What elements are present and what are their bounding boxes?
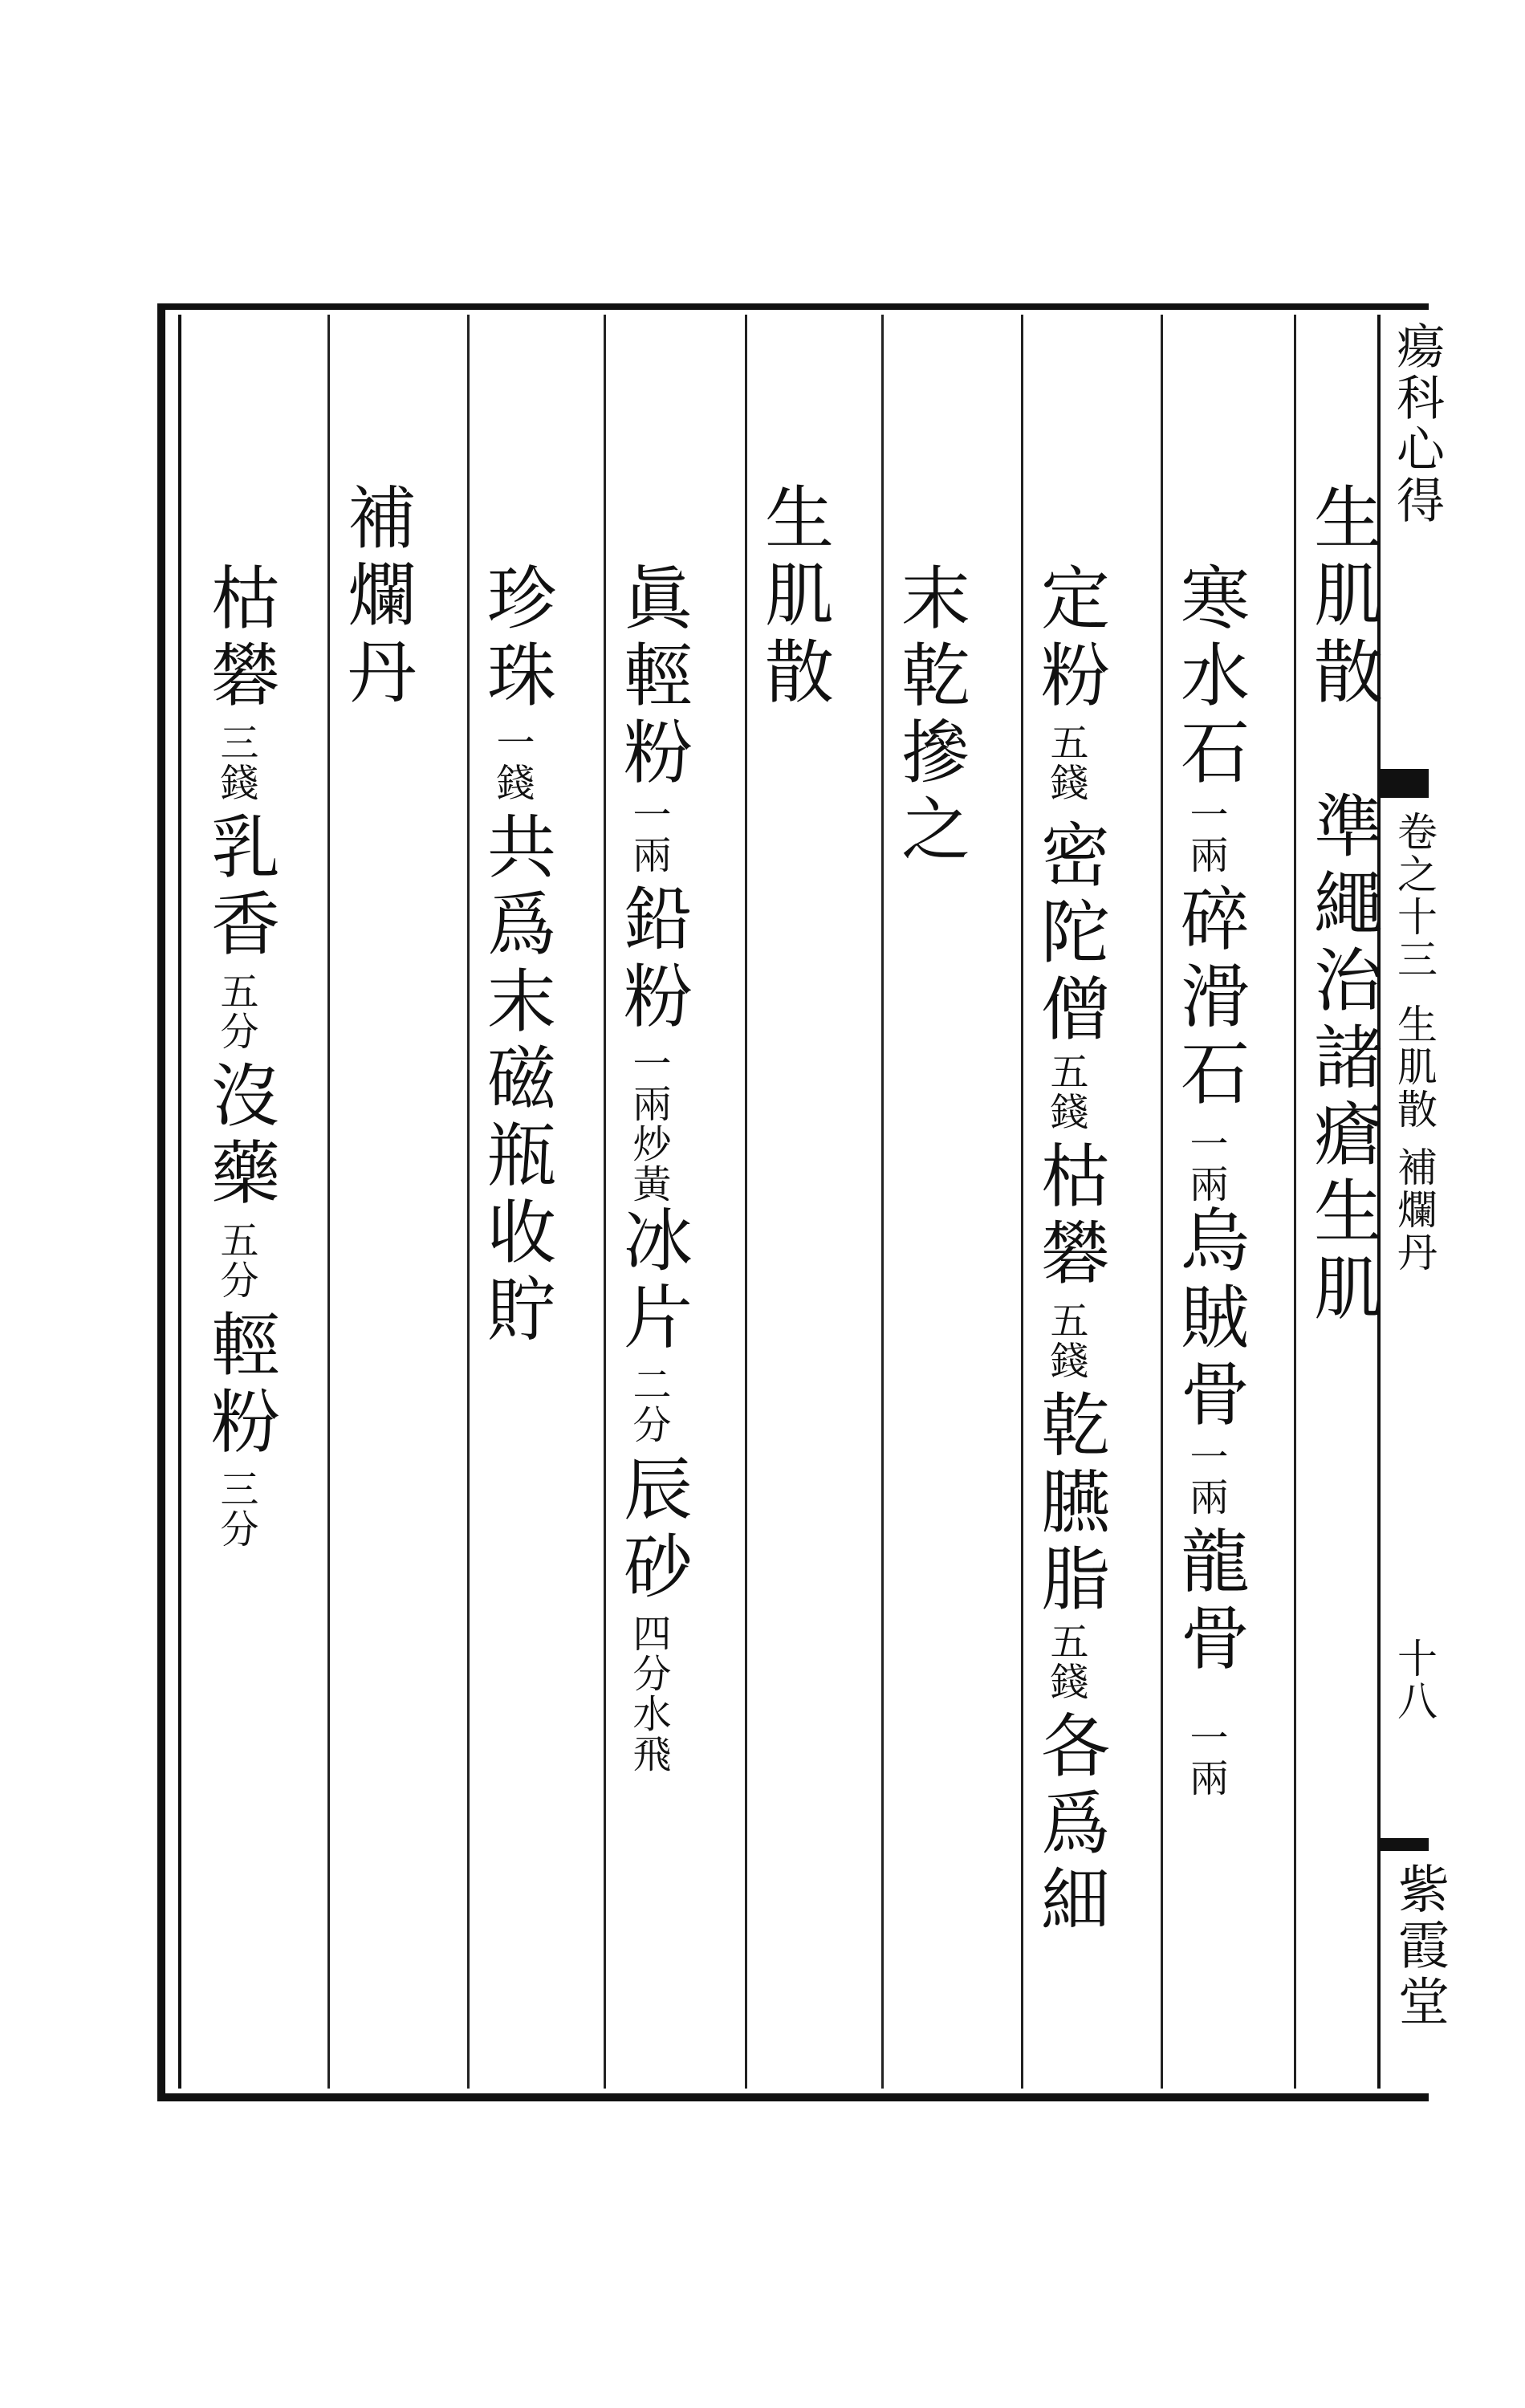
dosage: 一兩 [1183,1718,1228,1798]
ingredient-name: 龍骨 [1169,1525,1249,1679]
ingredient-name: 枯礬 [199,562,279,716]
ingredient-name: 珍珠 [475,562,555,716]
ingredient-name: 輕粉 [199,1308,279,1462]
dosage: 五錢 [1043,1051,1088,1132]
ingredient-name: 冰片 [612,1204,692,1358]
dosage: 五錢 [1043,722,1088,803]
heading-bulan-dan: 補爛丹 [336,482,416,713]
column-rule [467,315,470,2089]
dosage: 一錢 [490,722,535,803]
publisher-name: 紫霞堂 [1389,1862,1449,2031]
dosage: 一兩 [1183,1124,1228,1204]
dosage: 五分 [214,971,258,1051]
dosage: 一兩 [1183,795,1228,875]
dosage: 五錢 [1043,1300,1088,1381]
section-label: 生肌散 補爛丹 [1391,1003,1438,1274]
heading-shengji-san: 生肌散 準繩治諸瘡生肌 [1302,482,1382,1329]
ingredient-name: 枯礬 [1029,1140,1109,1294]
column-rule [1161,315,1163,2089]
ingredient-name: 密陀僧 [1029,819,1109,1050]
dosage: 三錢 [214,722,258,803]
instruction-text: 各爲細 [1029,1710,1109,1941]
volume-label: 卷之十三 [1391,811,1438,981]
ingredient-name: 辰砂 [612,1453,692,1607]
heading-shengji-san: 生肌散 [753,482,833,713]
column-rule [1294,315,1296,2089]
column-rule [604,315,606,2089]
ingredient-name: 寒水石 [1169,562,1249,793]
inner-border-line [178,315,181,2089]
dosage: 一兩 [1183,1437,1228,1517]
column-rule [745,315,747,2089]
dosage: 一兩炒黃 [626,1043,671,1204]
ingredient-name: 碎滑石 [1169,883,1249,1114]
ingredient-name: 沒藥 [199,1060,279,1214]
dosage: 五分 [214,1220,258,1300]
dosage: 三分 [214,1469,258,1549]
ingredient-name: 鉛粉 [612,883,692,1037]
fish-tail-mark [1377,1838,1429,1851]
fish-tail-mark [1377,769,1429,798]
column-rule [327,315,330,2089]
book-title: 瘍科心得 [1389,321,1445,527]
instruction-text: 共爲末磁瓶收貯 [475,811,555,1350]
dosage: 四分水飛 [626,1613,671,1774]
page-number: 十八 [1391,1637,1438,1723]
dosage: 五錢 [1043,1621,1088,1702]
dosage: 一兩 [626,795,671,875]
ingredient-name: 烏賊骨 [1169,1204,1249,1435]
dosage: 二分 [626,1365,671,1445]
ingredient-name: 乳香 [199,811,279,965]
instruction-text: 末乾摻之 [889,562,970,870]
column-rule [1021,315,1023,2089]
column-rule [881,315,884,2089]
ingredient-name: 乾臙脂 [1029,1389,1109,1620]
ingredient-name: 眞輕粉 [612,562,692,793]
ingredient-name: 定粉 [1029,562,1109,716]
